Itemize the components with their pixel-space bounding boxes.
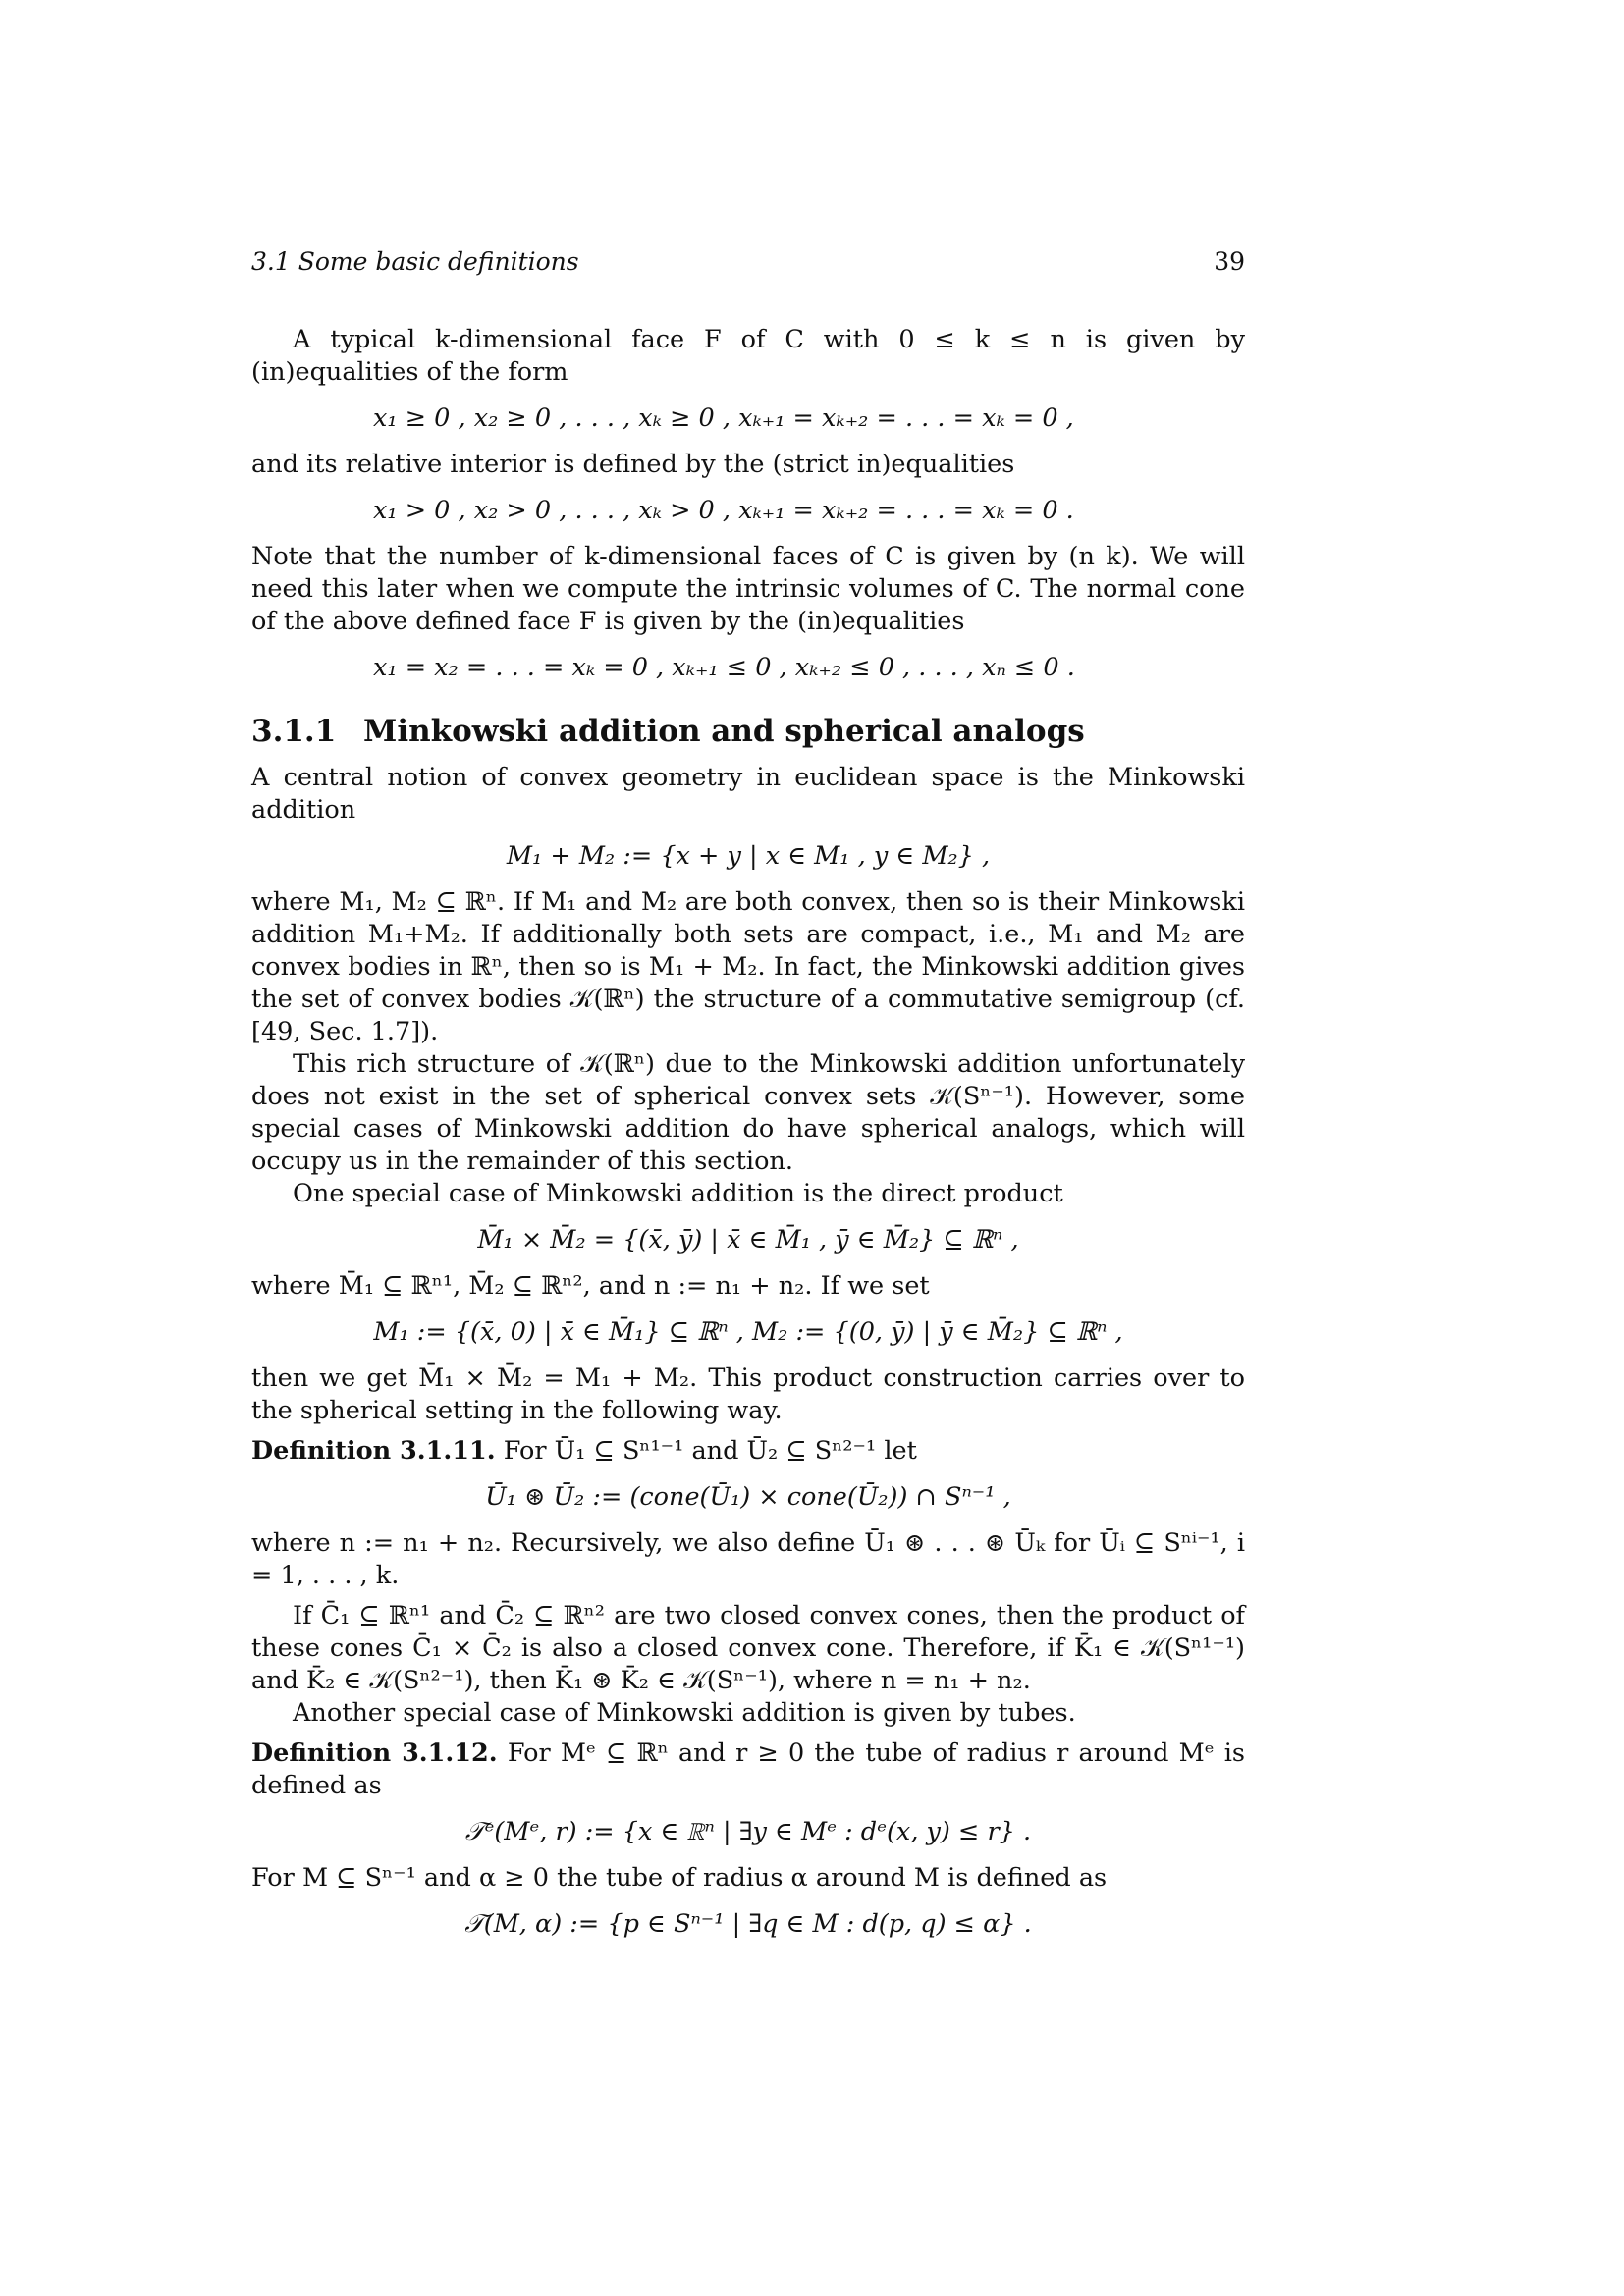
equation: 𝒯ᵉ(Mᵉ, r) := {x ∈ ℝⁿ | ∃y ∈ Mᵉ : dᵉ(x, y) ≤ r} . — [464, 1817, 1032, 1846]
equation: x₁ ≥ 0 , x₂ ≥ 0 , . . . , xₖ ≥ 0 , xₖ₊₁ = xₖ₊₂ = . . . = xₖ = 0 , — [373, 403, 1074, 433]
paragraph: If C̄₁ ⊆ ℝⁿ¹ and C̄₂ ⊆ ℝⁿ² are two closed convex cones, then the product of these cones C̄₁ × C̄₂ is also a closed convex cone. Therefore, if K̄₁ ∈ 𝒦(Sⁿ¹⁻¹) and K̄₂ ∈ 𝒦(Sⁿ²⁻¹), then K̄₁ ⊛ K̄₂ ∈ 𝒦(Sⁿ⁻¹), where n = n₁ + n₂. — [251, 1601, 1245, 1695]
definition-label: Definition 3.1.11. — [251, 1436, 496, 1466]
page-number: 39 — [1214, 247, 1245, 276]
page-body — [251, 324, 1245, 1954]
section-title: Minkowski addition and spherical analogs — [363, 714, 1085, 749]
equation: M̄₁ × M̄₂ = {(x̄, ȳ) | x̄ ∈ M̄₁ , ȳ ∈ M̄₂} ⊆ ℝⁿ , — [477, 1225, 1019, 1255]
paragraph: One special case of Minkowski addition is the direct product — [293, 1179, 1063, 1208]
paragraph: For M ⊆ Sⁿ⁻¹ and α ≥ 0 the tube of radius α around M is defined as — [251, 1863, 1108, 1893]
paragraph: This rich structure of 𝒦(ℝⁿ) due to the Minkowski addition unfortunately does not exist in the set of spherical convex sets 𝒦(Sⁿ⁻¹). However, some special cases of Minkowski addition do have spherical analogs, which will occupy us in the remainder of this section. — [251, 1049, 1245, 1176]
paragraph: Note that the number of k-dimensional faces of C is given by (n k). We will need this later when we compute the intrinsic volumes of C. The normal cone of the above defined face F is given by the (in)equalities — [251, 542, 1245, 636]
section-heading — [251, 716, 1245, 748]
definition — [251, 1737, 1245, 1802]
equation: 𝒯(M, α) := {p ∈ Sⁿ⁻¹ | ∃q ∈ M : d(p, q) ≤ α} . — [464, 1909, 1032, 1939]
equation: M₁ := {(x̄, 0) | x̄ ∈ M̄₁} ⊆ ℝⁿ , M₂ := {(0, ȳ) | ȳ ∈ M̄₂} ⊆ ℝⁿ , — [373, 1317, 1123, 1347]
paragraph: where M₁, M₂ ⊆ ℝⁿ. If M₁ and M₂ are both convex, then so is their Minkowski addition M₁+M₂. If additionally both sets are compact, i.e., M₁ and M₂ are convex bodies in ℝⁿ, then so is M₁ + M₂. In fact, the Minkowski addition gives the set of convex bodies 𝒦(ℝⁿ) the structure of a commutative semigroup (cf. [49, Sec. 1.7]). — [251, 887, 1245, 1046]
definition-label: Definition 3.1.12. — [251, 1738, 498, 1768]
paragraph: and its relative interior is defined by the (strict in)equalities — [251, 450, 1015, 479]
paragraph: A central notion of convex geometry in euclidean space is the Minkowski addition — [251, 763, 1245, 825]
equation: Ū₁ ⊛ Ū₂ := (cone(Ū₁) × cone(Ū₂)) ∩ Sⁿ⁻¹ , — [485, 1482, 1011, 1512]
definition-text: For Ū₁ ⊆ Sⁿ¹⁻¹ and Ū₂ ⊆ Sⁿ²⁻¹ let — [495, 1436, 917, 1466]
paragraph: then we get M̄₁ × M̄₂ = M₁ + M₂. This product construction carries over to the spherical setting in the following way. — [251, 1363, 1245, 1425]
paragraph: Another special case of Minkowski addition is given by tubes. — [293, 1698, 1076, 1728]
definition-text: For Mᵉ ⊆ ℝⁿ and r ≥ 0 the tube of radius r around Mᵉ is defined as — [251, 1738, 1245, 1800]
equation: x₁ > 0 , x₂ > 0 , . . . , xₖ > 0 , xₖ₊₁ = xₖ₊₂ = . . . = xₖ = 0 . — [373, 496, 1074, 525]
section-number: 3.1.1 — [251, 714, 337, 749]
definition — [251, 1435, 1245, 1468]
header-section-title: 3.1 Some basic definitions — [251, 247, 579, 276]
paragraph: A typical k-dimensional face F of C with 0 ≤ k ≤ n is given by (in)equalities of the form — [251, 325, 1245, 387]
paragraph: where n := n₁ + n₂. Recursively, we also define Ū₁ ⊛ . . . ⊛ Ūₖ for Ūᵢ ⊆ Sⁿⁱ⁻¹, i = 1, . . . , k. — [251, 1528, 1245, 1590]
equation: x₁ = x₂ = . . . = xₖ = 0 , xₖ₊₁ ≤ 0 , xₖ₊₂ ≤ 0 , . . . , xₙ ≤ 0 . — [373, 653, 1075, 682]
paragraph: where M̄₁ ⊆ ℝⁿ¹, M̄₂ ⊆ ℝⁿ², and n := n₁ + n₂. If we set — [251, 1271, 930, 1301]
running-header — [251, 247, 1245, 283]
equation: M₁ + M₂ := {x + y | x ∈ M₁ , y ∈ M₂} , — [506, 841, 991, 871]
